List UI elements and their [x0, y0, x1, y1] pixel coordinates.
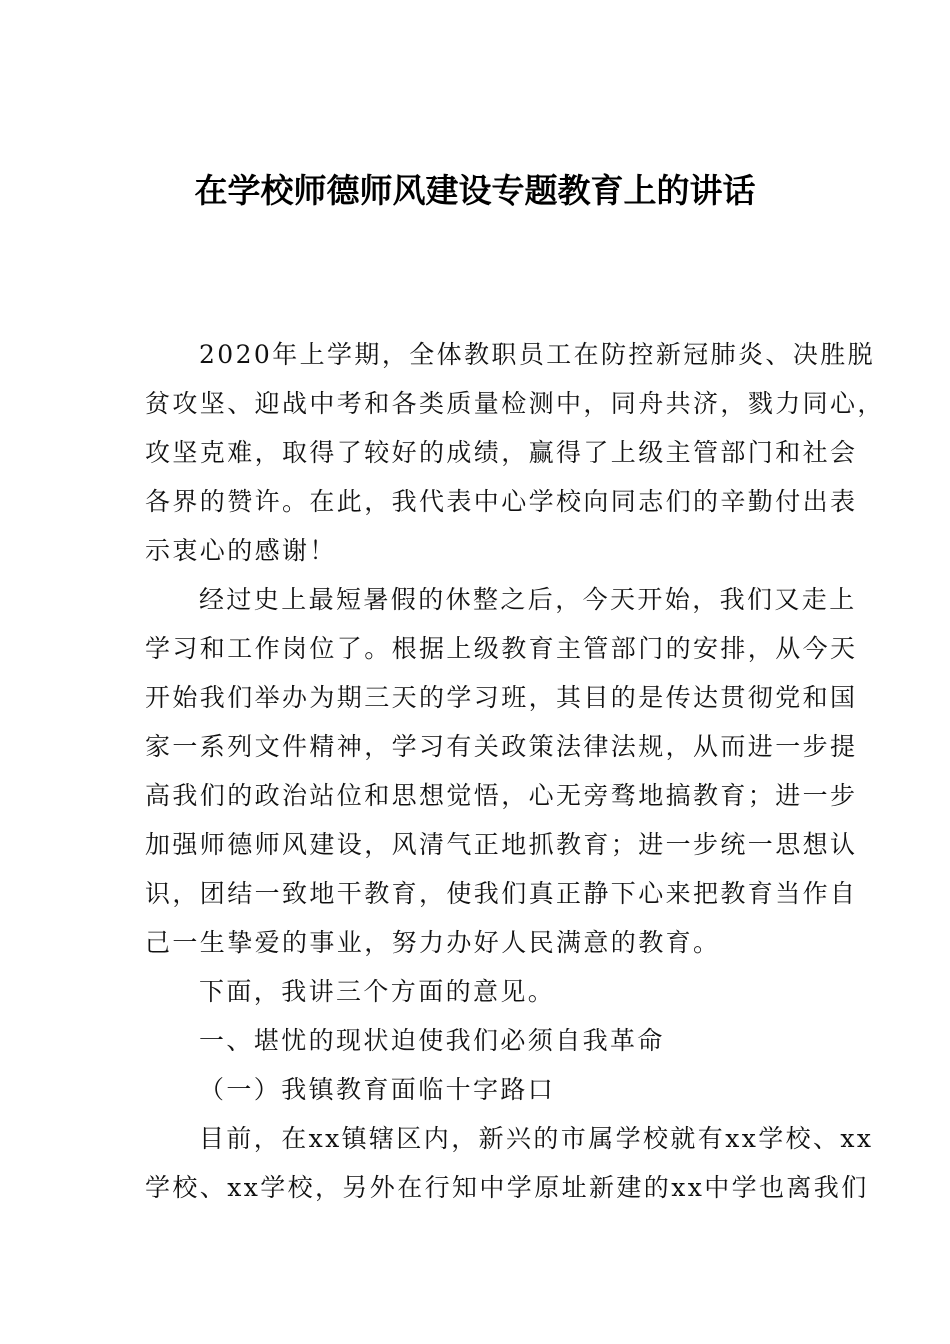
subsection-heading-text: （一）我镇教育面临十字路口: [199, 1075, 556, 1104]
paragraph-line: 示衷心的感谢！: [145, 536, 337, 565]
paragraph-line: 家一系列文件精神，学习有关政策法律法规，从而进一步提: [145, 732, 858, 761]
paragraph-6: [145, 1114, 874, 1212]
paragraph-line: 经过史上最短暑假的休整之后，今天开始，我们又走上: [199, 585, 857, 614]
paragraph-line: 下面，我讲三个方面的意见。: [199, 977, 556, 1006]
paragraph-line: 贫攻坚、迎战中考和各类质量检测中，同舟共济，戮力同心，: [145, 389, 885, 418]
paragraph-line: 高我们的政治站位和思想觉悟，心无旁骛地搞教育；进一步: [145, 781, 858, 810]
paragraph-line: 己一生挚爱的事业，努力办好人民满意的教育。: [145, 928, 721, 957]
paragraph-line: 攻坚克难，取得了较好的成绩，赢得了上级主管部门和社会: [145, 438, 858, 467]
paragraph-line: 学习和工作岗位了。根据上级教育主管部门的安排，从今天: [145, 634, 858, 663]
paragraph-line: 目前，在xx镇辖区内，新兴的市属学校就有xx学校、xx: [199, 1124, 874, 1153]
paragraph-line: 学校、xx学校，另外在行知中学原址新建的xx中学也离我们: [145, 1173, 869, 1202]
paragraph-line: 识，团结一致地干教育，使我们真正静下心来把教育当作自: [145, 879, 858, 908]
paragraph-1: [145, 330, 885, 575]
section-heading-text: 一、堪忧的现状迫使我们必须自我革命: [199, 1026, 665, 1055]
paragraph-line: 2020年上学期，全体教职员工在防控新冠肺炎、决胜脱: [199, 340, 876, 369]
paragraph-3: [145, 967, 809, 1016]
paragraph-line: 加强师德师风建设，风清气正地抓教育；进一步统一思想认: [145, 830, 858, 859]
paragraph-line: 开始我们举办为期三天的学习班，其目的是传达贯彻党和国: [145, 683, 858, 712]
document-title: 在学校师德师风建设专题教育上的讲话: [194, 171, 756, 210]
subsection-heading: [145, 1065, 809, 1114]
paragraph-line: 各界的赞许。在此，我代表中心学校向同志们的辛勤付出表: [145, 487, 858, 516]
section-heading: [145, 1016, 809, 1065]
paragraph-2: [145, 575, 858, 967]
document-body: [145, 330, 885, 1212]
